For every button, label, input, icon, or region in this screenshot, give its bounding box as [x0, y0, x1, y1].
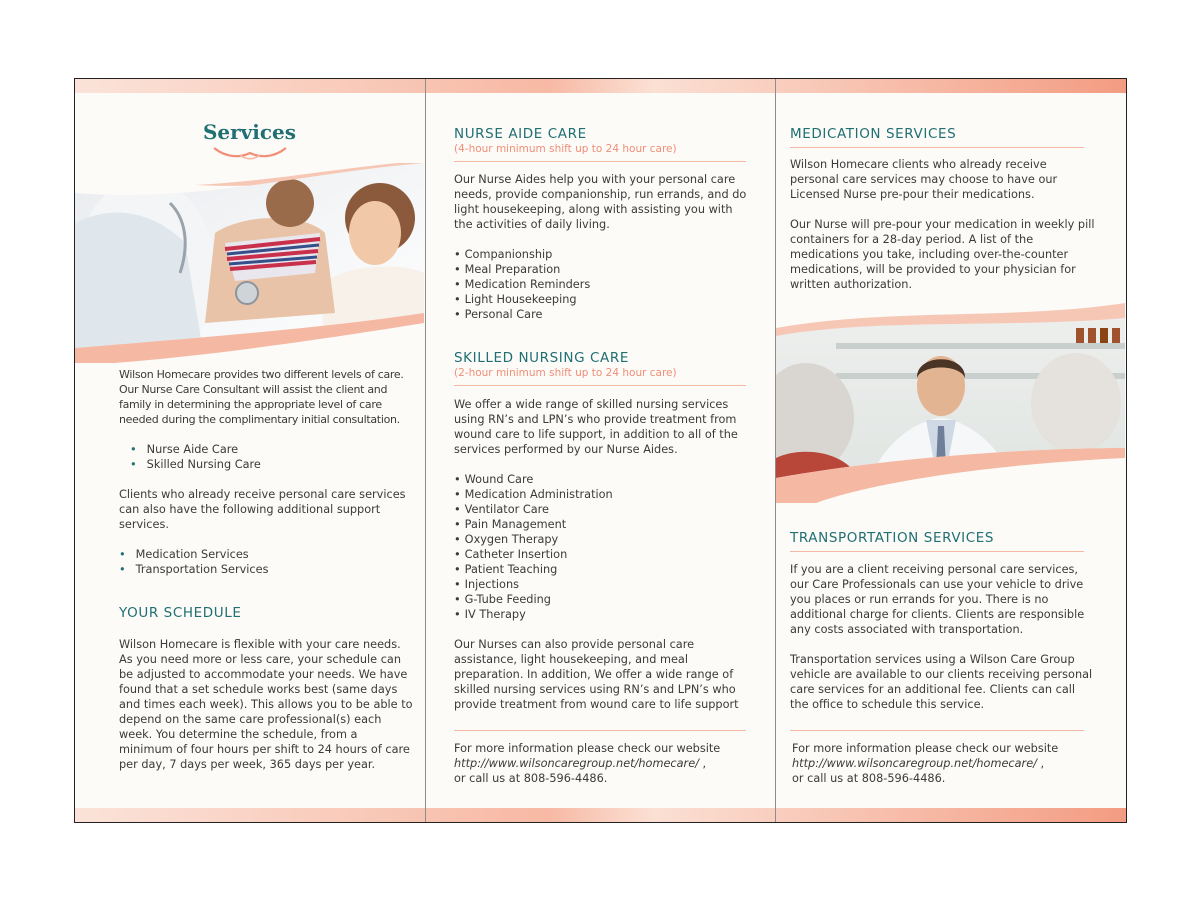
intro-paragraph: Wilson Homecare provides two different levels of care. Our Nurse Care Consultant will assist the client and family in determining the appropriate level of care needed during the complimentary initial consultation.	[119, 368, 404, 426]
closing-paragraph: Our Nurses can also provide personal care assistance, light housekeeping, and meal preparation. In addition, We offer a wide range of skilled nursing services using RN’s and LPN’s who provide treatment from wound care to life support	[454, 638, 739, 711]
list-item: • Pain Management	[454, 517, 613, 532]
url-suffix: ,	[698, 757, 707, 770]
website-link[interactable]: http://www.wilsoncaregroup.net/homecare/	[454, 757, 699, 770]
contact-line: For more information please check our website	[792, 742, 1059, 755]
list-item: • IV Therapy	[454, 607, 613, 622]
divider	[454, 385, 746, 386]
phone-line: or call us at 808-596-4486.	[792, 772, 946, 785]
list-item: • Meal Preparation	[454, 262, 590, 277]
list-item: • Light Housekeeping	[454, 292, 590, 307]
list-item: • Medication Services	[119, 547, 268, 562]
schedule-heading: YOUR SCHEDULE	[119, 605, 242, 621]
list-item: • Catheter Insertion	[454, 547, 613, 562]
phone-line: or call us at 808-596-4486.	[454, 772, 608, 785]
nurse-aide-subtitle: (4-hour minimum shift up to 24 hour care)	[454, 143, 677, 155]
bottom-band	[75, 808, 1126, 822]
list-item: • Ventilator Care	[454, 502, 613, 517]
skilled-nursing-subtitle: (2-hour minimum shift up to 24 hour care)	[454, 367, 677, 379]
nurse-child-photo	[75, 163, 424, 363]
medication-heading: MEDICATION SERVICES	[790, 126, 957, 142]
transportation-paragraph-2: Transportation services using a Wilson Care Group vehicle are available to our clients receiving personal care services for an additional fee. Clients can call the office to schedule this service.	[790, 653, 1093, 711]
list-item: • Medication Reminders	[454, 277, 590, 292]
divider	[454, 730, 746, 731]
divider	[454, 161, 746, 162]
transportation-paragraph-1: If you are a client receiving personal care services, our Care Professionals can use your vehicle to drive you places or run errands for you. There is no additional charge for clients. Clients are responsible any costs associated with transportation.	[790, 563, 1085, 636]
divider	[790, 551, 1084, 552]
transportation-heading: TRANSPORTATION SERVICES	[790, 530, 995, 546]
right-panel	[776, 93, 1125, 808]
list-item: • Personal Care	[454, 307, 590, 322]
skilled-nursing-paragraph: We offer a wide range of skilled nursing services using RN’s and LPN’s who provide treatment from wound care to life support, in addition to all of the services performed by our Nurse Aides.	[454, 398, 738, 456]
skilled-nursing-list	[454, 472, 613, 622]
list-item: • Nurse Aide Care	[130, 442, 261, 457]
nurse-aide-paragraph: Our Nurse Aides help you with your personal care needs, provide companionship, run errands, and do light housekeeping, along with assisting you with the activities of daily living.	[454, 173, 747, 231]
page-title: Services	[202, 120, 297, 144]
medication-paragraph-2: Our Nurse will pre-pour your medication in weekly pill containers for a 28-day period. A list of the medications you take, including over-the-counter medications, will be provided to your physician for written authorization.	[790, 218, 1095, 291]
nurse-aide-heading: NURSE AIDE CARE	[454, 126, 587, 142]
schedule-paragraph: Wilson Homecare is flexible with your care needs. As you need more or less care, your schedule can be adjusted to accommodate your needs. We have found that a set schedule works best (same days and times each week). This allows you to be able to depend on the same care professional(s) each week. You determine the schedule, from a minimum of four hours per shift to 24 hours of care per day, 7 days per week, 365 days per year.	[119, 638, 413, 771]
divider	[790, 730, 1084, 731]
divider	[790, 147, 1084, 148]
contact-info	[454, 741, 754, 786]
list-item: • Companionship	[454, 247, 590, 262]
list-item: • Patient Teaching	[454, 562, 613, 577]
contact-info	[792, 741, 1092, 786]
brochure-sheet	[74, 78, 1127, 823]
list-item: • Medication Administration	[454, 487, 613, 502]
clients-paragraph: Clients who already receive personal care services can also have the following additional support services.	[119, 488, 406, 531]
care-levels-list	[130, 442, 261, 472]
middle-panel	[426, 93, 775, 808]
medication-paragraph-1: Wilson Homecare clients who already receive personal care services may choose to have our Licensed Nurse pre-pour their medications.	[790, 158, 1058, 201]
url-suffix: ,	[1036, 757, 1045, 770]
list-item: • G-Tube Feeding	[454, 592, 613, 607]
top-band	[75, 79, 1126, 93]
list-item: • Injections	[454, 577, 613, 592]
skilled-nursing-heading: SKILLED NURSING CARE	[454, 350, 629, 366]
pharmacist-photo	[776, 298, 1125, 503]
ornament-icon	[210, 145, 290, 161]
nurse-aide-list	[454, 247, 590, 322]
contact-line: For more information please check our website	[454, 742, 721, 755]
list-item: • Wound Care	[454, 472, 613, 487]
list-item: • Transportation Services	[119, 562, 268, 577]
list-item: • Skilled Nursing Care	[130, 457, 261, 472]
left-panel	[75, 93, 424, 808]
list-item: • Oxygen Therapy	[454, 532, 613, 547]
support-services-list	[119, 547, 268, 577]
website-link[interactable]: http://www.wilsoncaregroup.net/homecare/	[792, 757, 1037, 770]
